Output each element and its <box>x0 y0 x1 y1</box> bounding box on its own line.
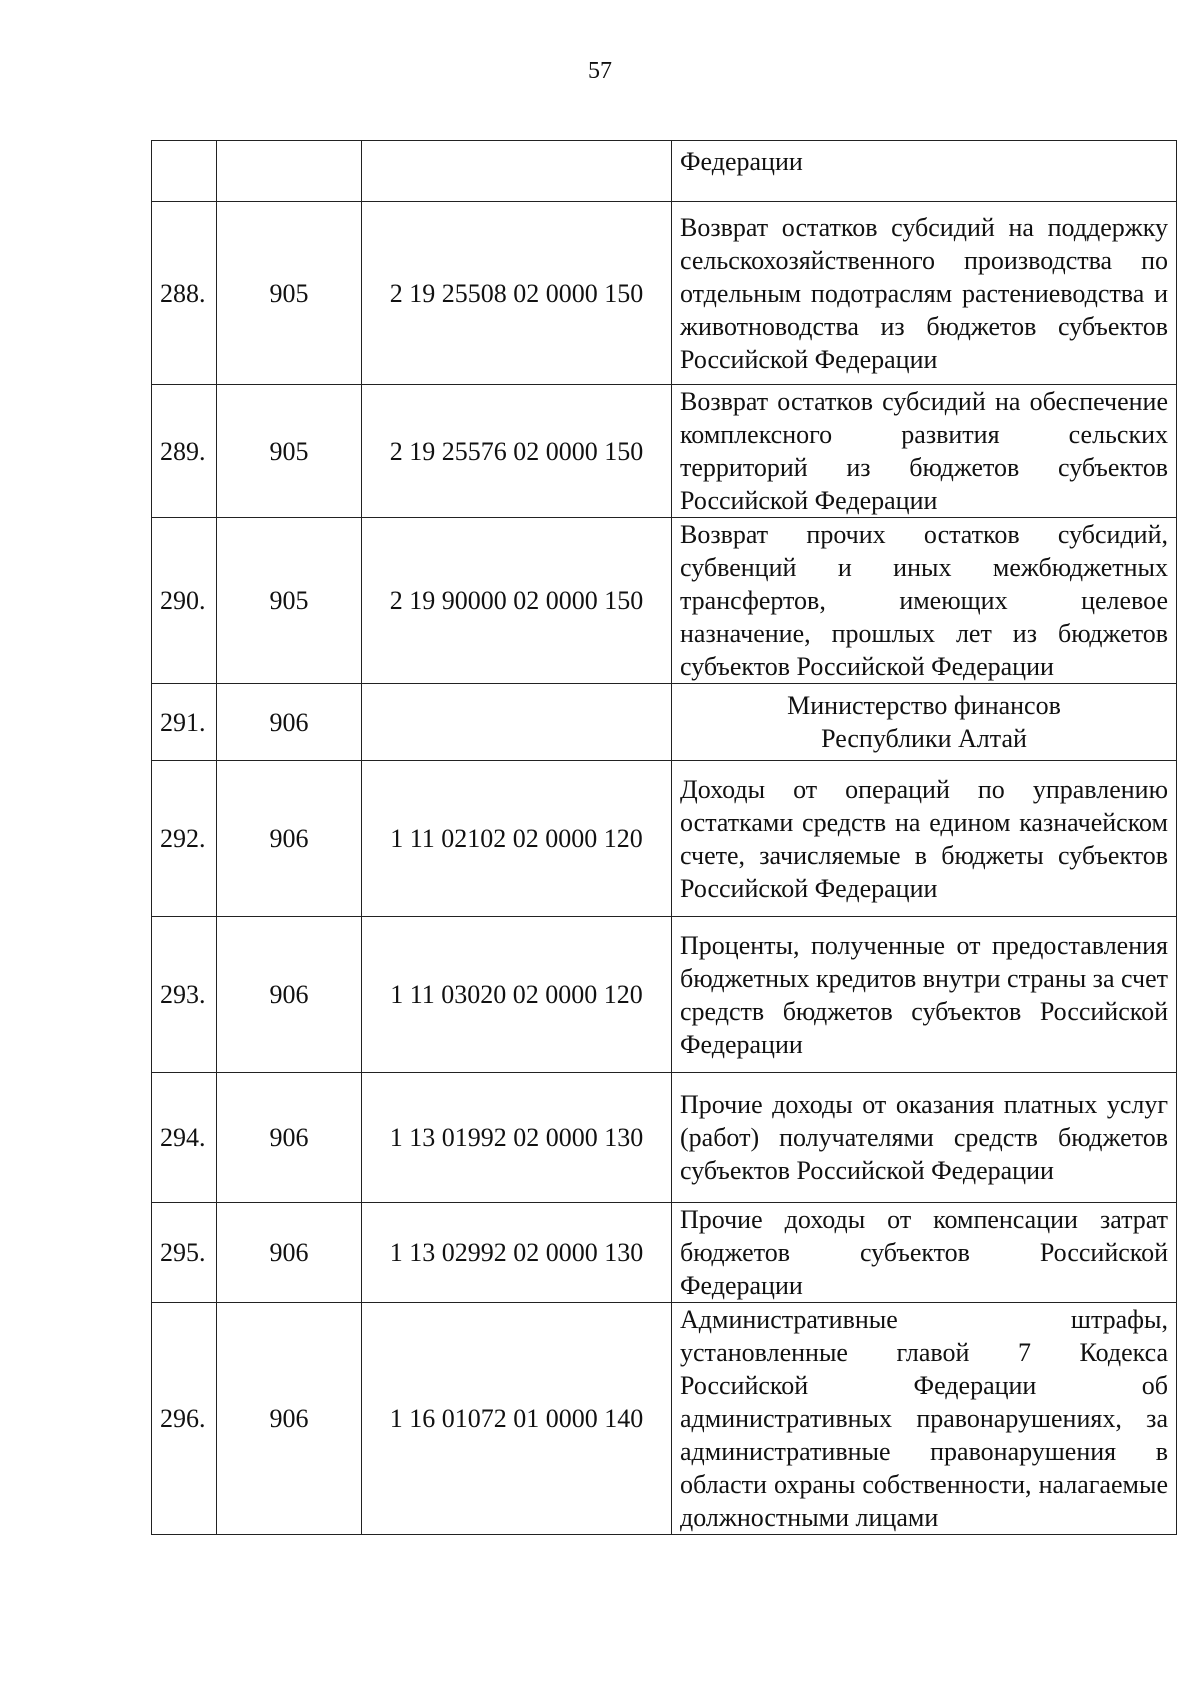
admin-code-cell: 905 <box>217 202 362 385</box>
budget-code-cell: 1 13 01992 02 0000 130 <box>362 1073 672 1203</box>
row-number-cell: 296. <box>152 1303 217 1535</box>
row-number-cell: 290. <box>152 518 217 684</box>
revenue-name-cell: Возврат прочих остатков субсидий, субвенций и иных межбюджетных трансфертов, имеющих целевое назначение, прошлых лет из бюджетов субъектов Российской Федерации <box>672 518 1177 684</box>
row-number-cell: 295. <box>152 1203 217 1303</box>
row-number-cell: 291. <box>152 684 217 761</box>
admin-code-cell: 906 <box>217 761 362 917</box>
budget-code-cell: 1 16 01072 01 0000 140 <box>362 1303 672 1535</box>
budget-code-cell: 2 19 25508 02 0000 150 <box>362 202 672 385</box>
row-number-cell <box>152 141 217 202</box>
revenue-name-cell: Прочие доходы от оказания платных услуг (работ) получателями средств бюджетов субъектов Российской Федерации <box>672 1073 1177 1203</box>
budget-code-cell: 2 19 90000 02 0000 150 <box>362 518 672 684</box>
budget-code-cell: 2 19 25576 02 0000 150 <box>362 385 672 518</box>
admin-code-cell: 906 <box>217 1073 362 1203</box>
table-row <box>152 761 1177 917</box>
budget-code-cell: 1 13 02992 02 0000 130 <box>362 1203 672 1303</box>
revenue-name-cell: Федерации <box>672 141 1177 202</box>
budget-code-cell <box>362 684 672 761</box>
page-number: 57 <box>588 58 612 84</box>
revenue-codes-table <box>151 140 1177 1535</box>
row-number-cell: 289. <box>152 385 217 518</box>
admin-code-cell: 905 <box>217 518 362 684</box>
revenue-name-cell: Прочие доходы от компенсации затрат бюджетов субъектов Российской Федерации <box>672 1203 1177 1303</box>
revenue-name-cell: Административные штрафы, установленные главой 7 Кодекса Российской Федерации об административных правонарушениях, за административные правонарушения в области охраны собственности, налагаемые должностными лицами <box>672 1303 1177 1535</box>
table-row <box>152 202 1177 385</box>
revenue-name-cell: Возврат остатков субсидий на обеспечение комплексного развития сельских территорий из бюджетов субъектов Российской Федерации <box>672 385 1177 518</box>
row-number-cell: 292. <box>152 761 217 917</box>
ministry-name-line2: Республики Алтай <box>821 724 1027 753</box>
row-number-cell: 288. <box>152 202 217 385</box>
admin-code-cell: 906 <box>217 1203 362 1303</box>
table-row <box>152 385 1177 518</box>
ministry-heading-cell <box>672 684 1177 761</box>
table-row <box>152 1203 1177 1303</box>
ministry-name-line1: Министерство финансов <box>787 691 1061 720</box>
admin-code-cell: 906 <box>217 1303 362 1535</box>
table-row <box>152 1303 1177 1535</box>
table-row-continuation <box>152 141 1177 202</box>
table-row <box>152 917 1177 1073</box>
table-row <box>152 518 1177 684</box>
row-number-cell: 293. <box>152 917 217 1073</box>
revenue-name-cell: Проценты, полученные от предоставления бюджетных кредитов внутри страны за счет средств бюджетов субъектов Российской Федерации <box>672 917 1177 1073</box>
revenue-name-cell: Возврат остатков субсидий на поддержку сельскохозяйственного производства по отдельным подотраслям растениеводства и животноводства из бюджетов субъектов Российской Федерации <box>672 202 1177 385</box>
budget-code-cell: 1 11 03020 02 0000 120 <box>362 917 672 1073</box>
admin-code-cell: 905 <box>217 385 362 518</box>
admin-code-cell: 906 <box>217 684 362 761</box>
revenue-name-cell: Доходы от операций по управлению остатками средств на едином казначейском счете, зачисляемые в бюджеты субъектов Российской Федерации <box>672 761 1177 917</box>
budget-code-cell: 1 11 02102 02 0000 120 <box>362 761 672 917</box>
row-number-cell: 294. <box>152 1073 217 1203</box>
table-row <box>152 1073 1177 1203</box>
admin-code-cell: 906 <box>217 917 362 1073</box>
budget-code-cell <box>362 141 672 202</box>
admin-code-cell <box>217 141 362 202</box>
table-row-heading <box>152 684 1177 761</box>
